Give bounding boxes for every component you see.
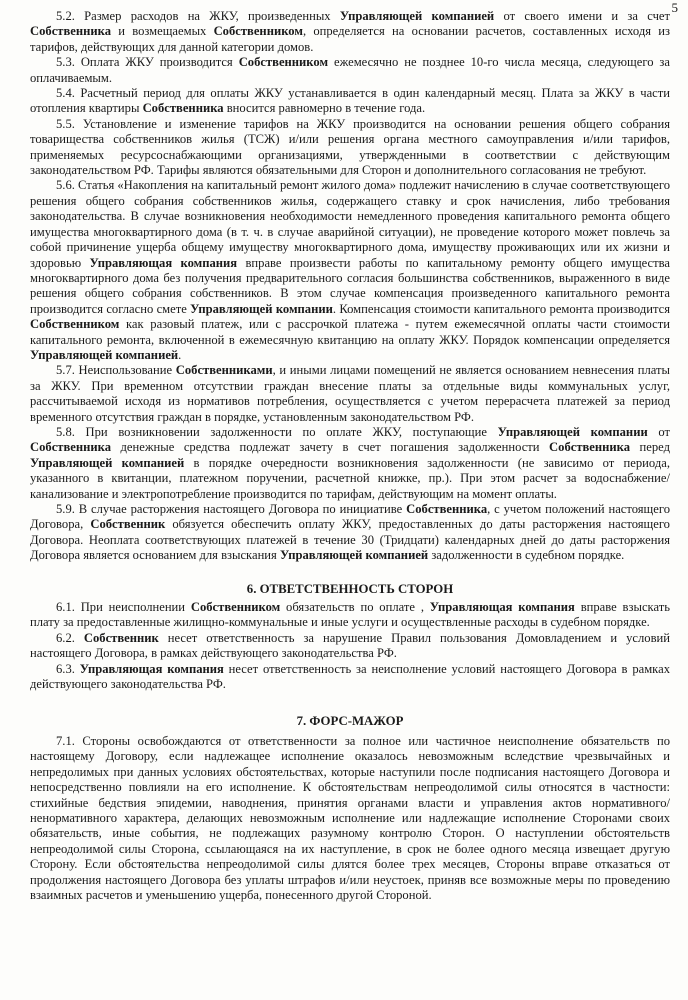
clause-paragraph: 5.9. В случае расторжения настоящего Договора по инициативе Собственника, с учетом положений настоящего Договора, Собственник обязуется обеспечить оплату ЖКУ, предоставленных до даты расторжения настоящего Договора. Неоплата соответствующих платежей в течение 30 (Тридцати) календарных дней до даты расторжения Договора является основанием для взыскания Управляющей компанией задолженности в судебном порядке. [30, 502, 670, 563]
clause-paragraph: 5.7. Неиспользование Собственниками, и иными лицами помещений не является основанием невнесения платы за ЖКУ. При временном отсутствии граждан внесение платы за отдельные виды коммунальных услуг, рассчитываемой исходя из нормативов потребления, осуществляется с учетом перерасчета платежей за период временного отсутствия граждан в порядке, установленным законодательством РФ. [30, 363, 670, 424]
page-number: 5 [671, 0, 678, 15]
clause-paragraph: 5.8. При возникновении задолженности по оплате ЖКУ, поступающие Управляющей компании от Собственника денежные средства подлежат зачету в счет погашения задолженности Собственника перед Управляющей компанией в порядке очередности возникновения задолженности (не зависимо от периода, указанного в квитанции, платежном поручении, расчетной книжке, пр.). При этом расчет за водоснабжение/канализование и электропотребление производится по тарифам, действующим на момент оплаты. [30, 424, 671, 501]
section-7-heading: 7. ФОРС-МАЖОР [296, 714, 404, 729]
clause-paragraph: 5.3. Оплата ЖКУ производится Собственником ежемесячно не позднее 10-го числа месяца, следующего за оплачиваемым. [30, 55, 670, 85]
section-7-force-majeure [30, 734, 670, 903]
clause-paragraph: 6.3. Управляющая компания несет ответственность за неисполнение условий настоящего Договора в рамках действующего законодательства РФ. [30, 661, 670, 692]
clause-paragraph: 6.1. При неисполнении Собственником обязательств по оплате , Управляющая компания вправе взыскать плату за предоставленные жилищно-коммунальные и иные услуги и осуществленные расходы в судебном порядке. [30, 600, 670, 630]
clause-paragraph: 5.5. Установление и изменение тарифов на ЖКУ производится на основании решения общего собрания товарищества собственников жилья (ТСЖ) и/или решения органа местного самоуправления и/или тарифов, применяемых ресурсоснабжающими организациями, утвержденными в соответствии с действующим законодательством РФ. Тарифы являются обязательными для Сторон и дополнительного согласования не требуют. [30, 116, 670, 178]
clause-paragraph: 5.6. Статья «Накопления на капитальный ремонт жилого дома» подлежит начислению в случае соответствующего решения общего собрания собственников жилья, содержащего ставку и срок начисления, либо требования законодательства. В случае возникновения необходимости немедленного проведения капитального ремонта общего имущества многоквартирного дома (в т. ч. в случае аварийной ситуации), не проведение которого может повлечь за собой причинение ущерба общему имуществу многоквартирного дома, имуществу проживающих или их жизни и здоровью Управляющая компания вправе произвести работы по капитальному ремонту общего имущества многоквартирного дома без получения предварительного согласия большинства собственников, выраженного в виде решения общего собрания собственников. В этом случае компенсация произведенного капитального ремонта производится согласно смете Управляющей компании. Компенсация стоимости капитального ремонта производится Собственником как разовый платеж, или с рассрочкой платежа - путем ежемесячной оплаты части стоимости капитального ремонта, включенной в ежемесячную квитанцию на оплату ЖКУ. Порядок компенсации определяется Управляющей компанией. [30, 178, 671, 362]
clause-paragraph: 5.2. Размер расходов на ЖКУ, произведенных Управляющей компанией от своего имени и за счет Собственника и возмещаемых Собственником, определяется на основании расчетов, составленных исходя из тарифов, действующих для данной категории домов. [30, 9, 671, 54]
section-6-heading: 6. ОТВЕТСТВЕННОСТЬ СТОРОН [246, 581, 454, 596]
clause-paragraph: 5.4. Расчетный период для оплаты ЖКУ устанавливается в один календарный месяц. Плата за ЖКУ в части отопления квартиры Собственника вносится равномерно в течение года. [30, 86, 670, 116]
clause-paragraph: 7.1. Стороны освобождаются от ответственности за полное или частичное неисполнение обязательств по настоящему Договору, если надлежащее исполнение оказалось невозможным вследствие чрезвычайных и непредолимых при данных условиях обстоятельствах, которые наступили после подписания настоящего Договора и непосредственно повлияли на его исполнение. К обстоятельствам непреодолимой силы относятся в частности: стихийные бедствия эпидемии, наводнения, принятия органами власти и управления актов нормативного/ненормативного характера, делающих невозможным исполнение или надлежащие исполнение Сторонами своих обязательств, иные события, не подлежащих разумному контролю Сторон. О наступлении обстоятельств непреодолимой силы Сторона, ссылающаяся на их наступление, в срок не более одного месяца извещает другую Сторону. Если обстоятельства непреодолимой силы длятся более трех месяцев, Стороны вправе отказаться от продолжения настоящего Договора без уплаты штрафов и/или неустоек, приняв все возможные меры по проведению взаимных расчетов и уменьшению ущерба, понесенного другой Стороной. [30, 733, 670, 902]
section-5-payment-terms [30, 9, 670, 564]
section-6-liability [30, 600, 670, 692]
document-body [30, 9, 670, 903]
clause-paragraph: 6.2. Собственник несет ответственность за нарушение Правил пользования Домовладением и условий настоящего Договора, в рамках действующего законодательства РФ. [30, 630, 670, 661]
